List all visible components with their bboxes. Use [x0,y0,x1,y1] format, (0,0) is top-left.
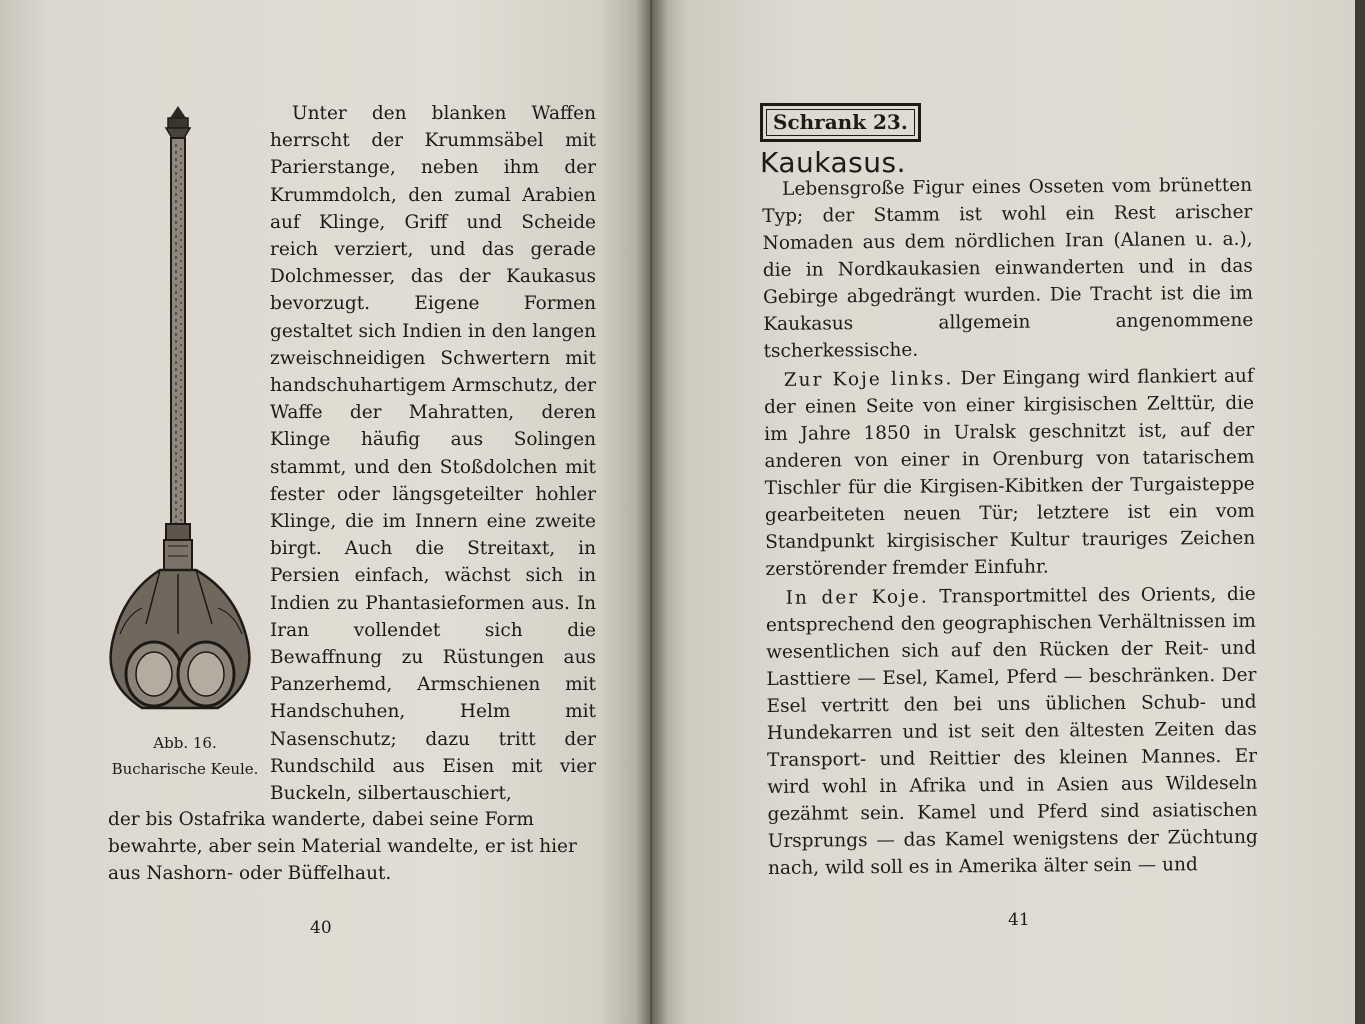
paragraph-2-lead: Zur Koje links. [783,368,954,391]
paragraph-2-text: Der Eingang wird flankiert auf der einen Seite von einer kirgisischen Zelttür, die im Jahre 1850 in Uralsk geschnitzt ist, auf der anderen von einer in Orenburg von tatarischem Tischler für die Kirgisen-Kibitken der Turgaisteppe gearbeiteten neuen Tür; letztere ist ein vom Standpunkt kirgisischer Kultur trauriges Zeichen zerstörender fremder Einfuhr. [763,365,1256,580]
figure-title: Bucharische Keule. [111,760,259,778]
paragraph-3 [766,581,1259,882]
left-paragraph: Unter den blanken Waffen herrscht der Krummsäbel mit Parierstange, neben ihm der Krummdolch, den zumal Arabien auf Klinge, Griff und Scheide reich verziert, und das gerade Dolchmesser, das der Kaukasus bevorzugt. Eigene Formen gestaltet sich Indien in den langen zweischneidigen Schwertern mit handschuhartigem Armschutz, der Waffe der Mahratten, deren Klinge häufig aus Solingen stammt, und den Stoßdolchen mit fester oder längsgeteilter hohler Klinge, die im Innern eine zweite birgt. Auch die Streitaxt, in Persien einfach, wächst sich in Indien zu Phantasieformen aus. In Iran vollendet sich die Bewaffnung zu Rüstungen aus Panzerhemd, Armschienen mit Handschuhen, Helm mit Nasenschutz; dazu tritt der Rundschild aus Eisen mit vier Buckeln, silbertauschiert, [270,103,596,805]
page-edge [1355,0,1365,1024]
cabinet-label: Schrank 23. [760,103,921,142]
left-body-text [270,100,596,807]
paragraph-3-lead: In der Koje. [785,586,929,609]
section-heading: Kaukasus. [760,146,906,179]
page-number-right: 41 [1008,910,1030,930]
paragraph-1: Lebensgroße Figur eines Osseten vom brünetten Typ; der Stamm ist wohl ein Rest arischer Nomaden aus dem nördlichen Iran (Alanen u. a.), die in Nordkaukasien einwanderten und in das Gebirge abgedrängt wurden. Die Tracht ist die im Kaukasus allgemein angenommene tscherkessische. [762,174,1254,362]
paragraph-3-text: Transportmittel des Orients, die entsprechend den geographischen Verhältnissen im wesentlichen sich auf den Rücken der Reit- und Lasttiere — Esel, Kamel, Pferd — beschränken. Der Esel vertritt den bei uns üblichen Schub- und Hundekarren und ist seit den ältesten Zeiten das Transport- und Reittier des kleinen Mannes. Er wird wohl in Afrika und in Asien aus Wildeseln gezähmt sein. Kamel und Pferd sind asiatischen Ursprungs — das Kamel wenigstens der Züchtung nach, wild soll es in Amerika älter sein — und [765,583,1258,879]
left-full-width-lines [108,806,596,888]
mace-illustration [98,104,264,724]
text-line: aus Nashorn- oder Büffelhaut. [108,863,392,885]
text-line: der bis Ostafrika wanderte, dabei seine Form [108,809,534,830]
right-body-text [762,172,1258,884]
text-line: bewahrte, aber sein Material wandelte, er ist hier [108,836,577,858]
page-number-left: 40 [310,918,332,938]
book-gutter [636,0,668,1024]
paragraph-2 [764,363,1256,583]
left-page [0,0,650,1024]
figure-caption [100,730,270,782]
figure-label: Abb. 16. [153,734,217,752]
